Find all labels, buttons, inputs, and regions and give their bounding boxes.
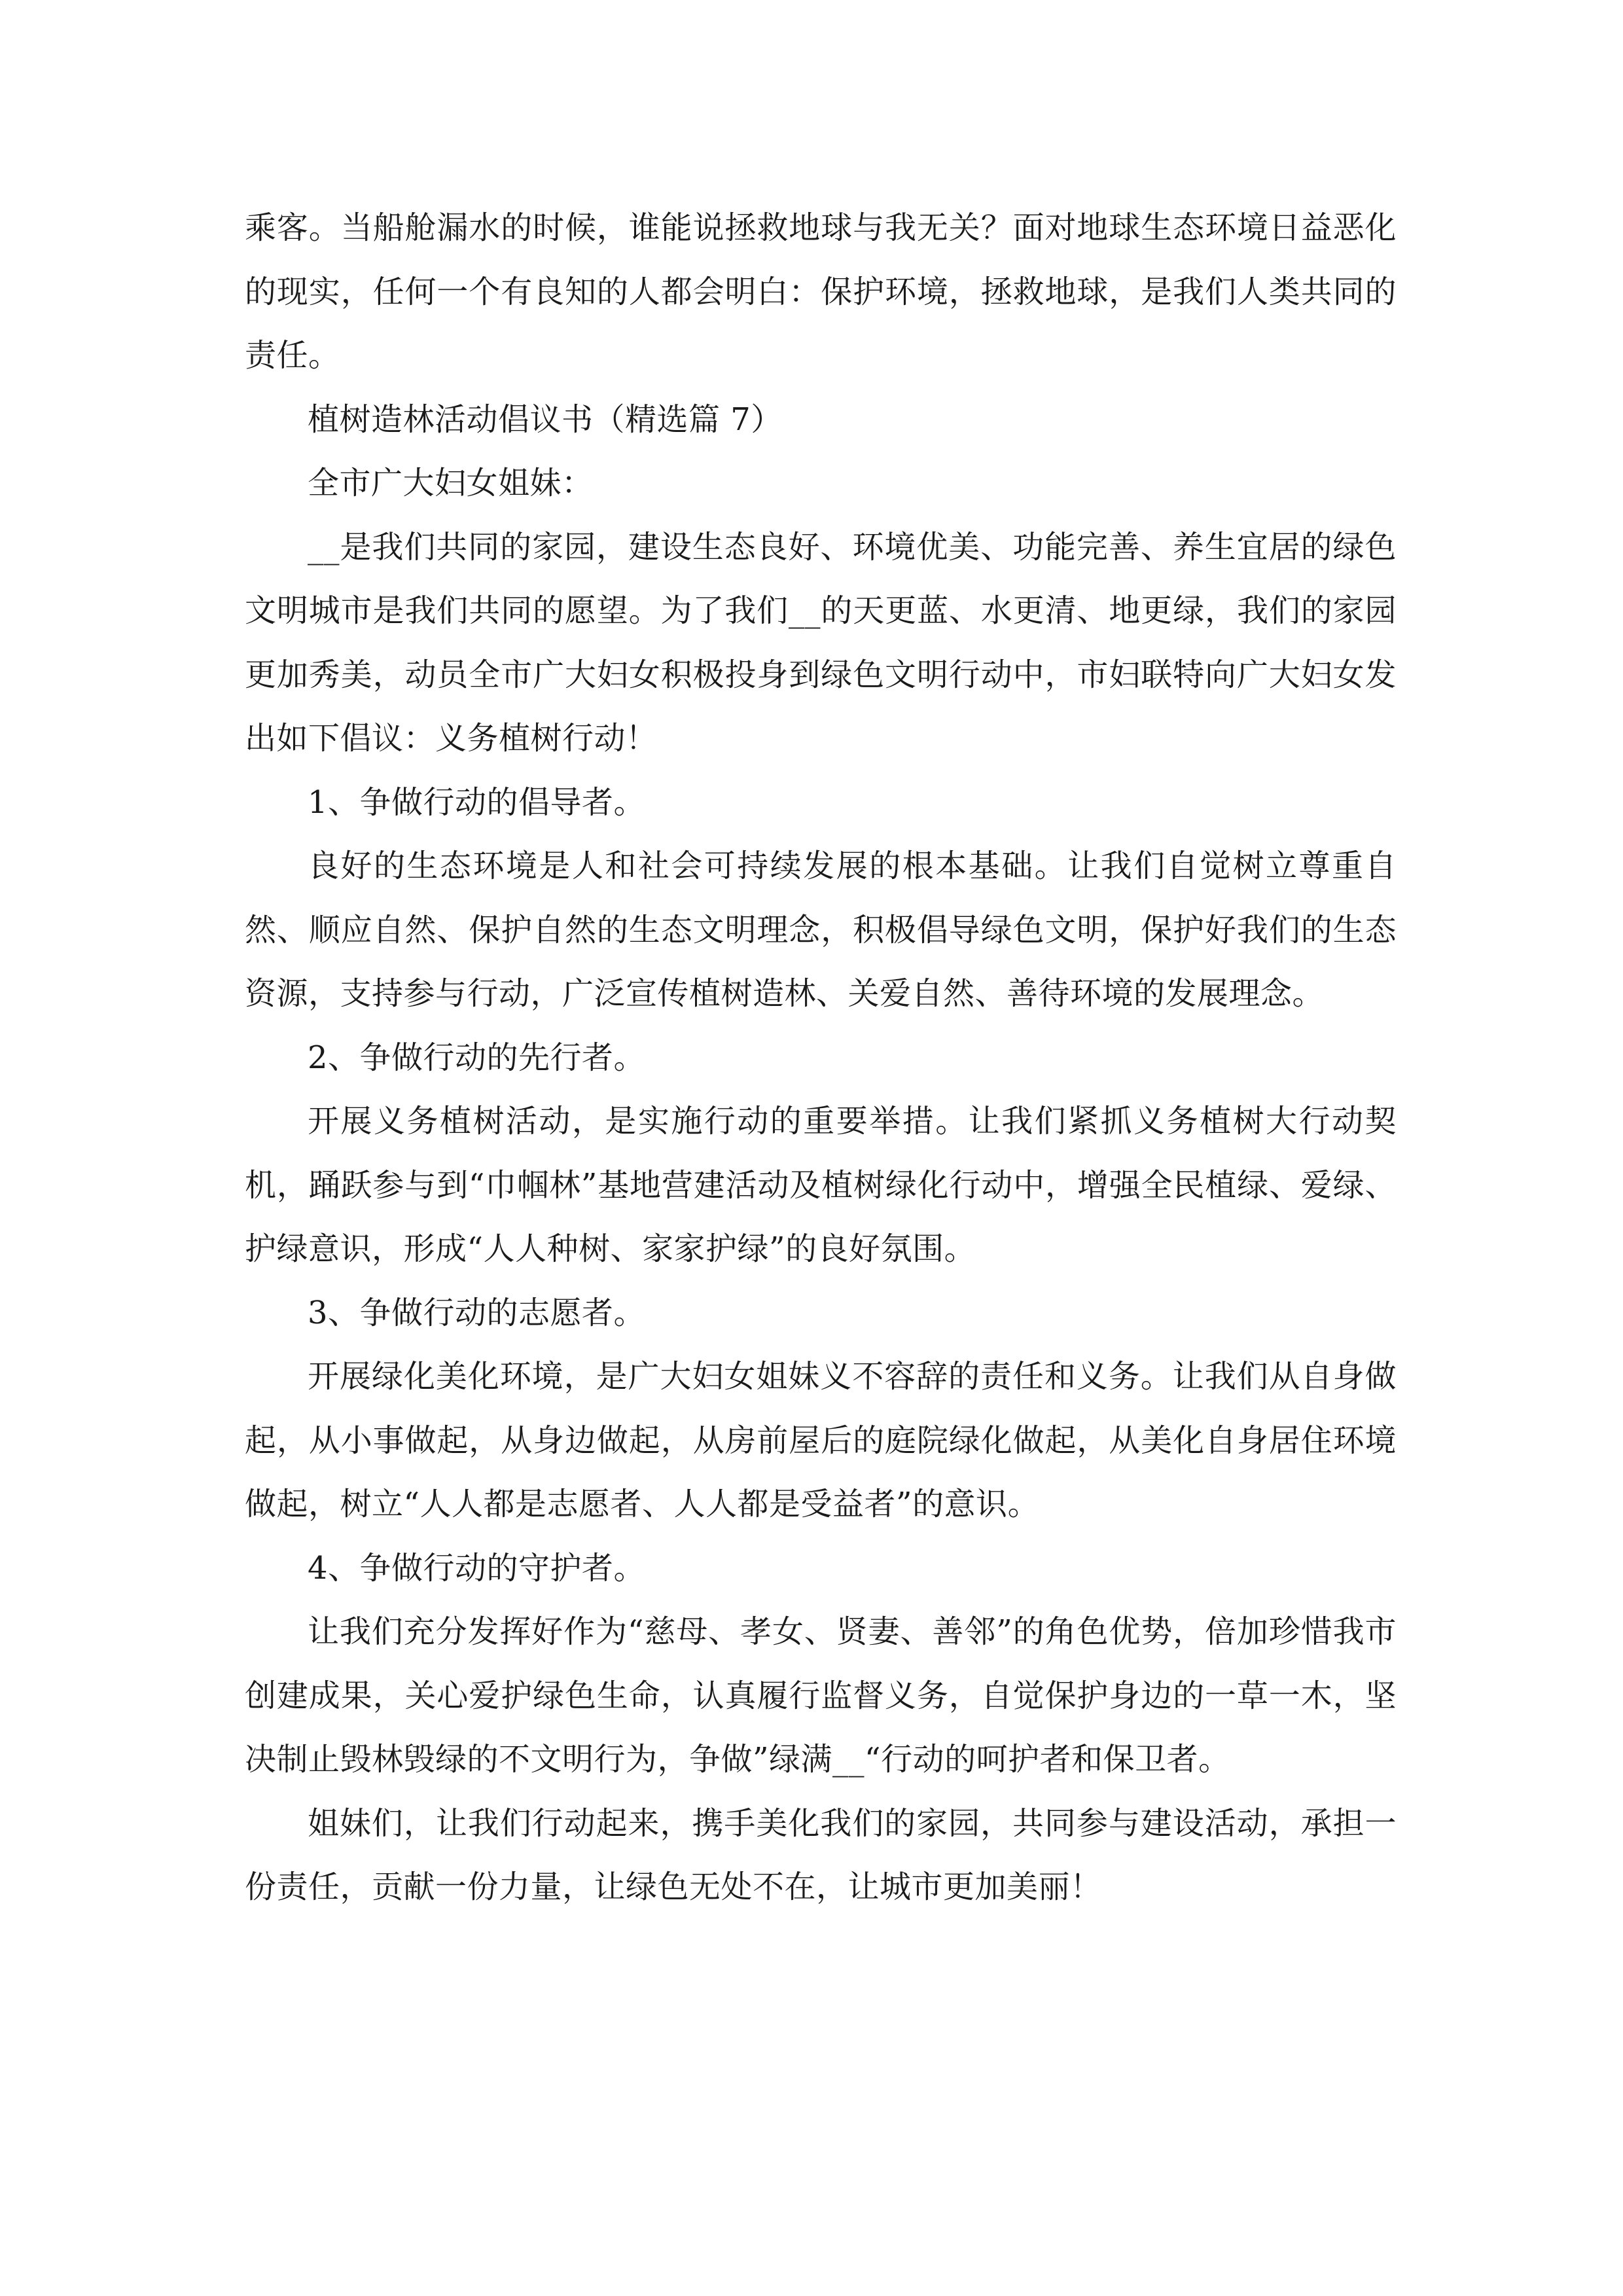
salutation: 全市广大妇女姐妹： bbox=[308, 465, 594, 501]
paragraph-intro: __是我们共同的家园，建设生态良好、环境优美、功能完善、养生宜居的绿色文明城市是我们共同的愿望。为了我们__的天更蓝、水更清、地更绿，我们的家园更加秀美，动员全市广大妇女积极投身到绿色文明行动中，市妇联特向广大妇女发出如下倡议：义务植树行动！ bbox=[245, 528, 1397, 757]
item-body-1: 良好的生态环境是人和社会可持续发展的根本基础。让我们自觉树立尊重自然、顺应自然、保护自然的生态文明理念，积极倡导绿色文明，保护好我们的生态资源，支持参与行动，广泛宣传植树造林、关爱自然、善待环境的发展理念。 bbox=[245, 848, 1397, 1012]
item-heading-4: 4、争做行动的守护者。 bbox=[308, 1549, 646, 1587]
paragraph-closing: 姐妹们，让我们行动起来，携手美化我们的家园，共同参与建设活动，承担一份责任，贡献一份力量，让绿色无处不在，让城市更加美丽！ bbox=[245, 1804, 1397, 1905]
section-heading: 植树造林活动倡议书（精选篇 7） bbox=[308, 401, 783, 438]
item-heading-2: 2、争做行动的先行者。 bbox=[308, 1039, 646, 1076]
item-body-4: 让我们充分发挥好作为“慈母、孝女、贤妻、善邻”的角色优势，倍加珍惜我市创建成果，关心爱护绿色生命，认真履行监督义务，自觉保护身边的一草一木，坚决制止毁林毁绿的不文明行为，争做”绿满__“行动的呵护者和保卫者。 bbox=[245, 1613, 1397, 1778]
item-heading-3: 3、争做行动的志愿者。 bbox=[308, 1294, 646, 1331]
item-heading-1: 1、争做行动的倡导者。 bbox=[308, 783, 646, 821]
paragraph-continuation: 乘客。当船舱漏水的时候，谁能说拯救地球与我无关？面对地球生态环境日益恶化的现实，任何一个有良知的人都会明白：保护环境，拯救地球，是我们人类共同的责任。 bbox=[245, 209, 1397, 374]
item-body-3: 开展绿化美化环境，是广大妇女姐妹义不容辞的责任和义务。让我们从自身做起，从小事做起，从身边做起，从房前屋后的庭院绿化做起，从美化自身居住环境做起，树立“人人都是志愿者、人人都是受益者”的意识。 bbox=[245, 1358, 1397, 1522]
item-body-2: 开展义务植树活动，是实施行动的重要举措。让我们紧抓义务植树大行动契机，踊跃参与到“巾帼林”基地营建活动及植树绿化行动中，增强全民植绿、爱绿、护绿意识，形成“人人种树、家家护绿”的良好氛围。 bbox=[245, 1103, 1397, 1267]
document-body bbox=[245, 196, 1397, 1920]
